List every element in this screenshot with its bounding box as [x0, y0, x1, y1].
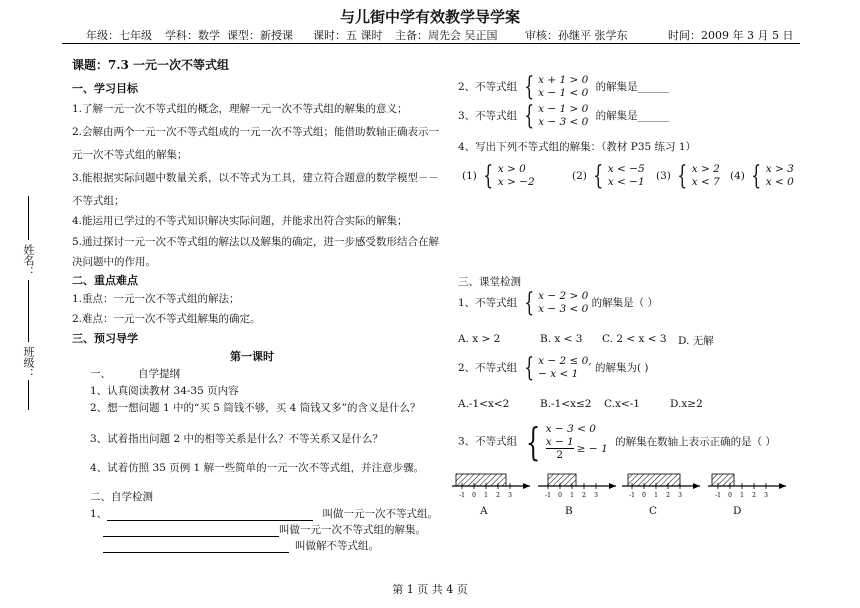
section-key: 二、重点难点 [72, 274, 138, 287]
exercise-2: (2) { x < −5 x < −1 [572, 161, 645, 191]
goal-line: 1.了解一元一次不等式组的概念，理解一元一次不等式组的解集的意义； [72, 103, 408, 115]
axis-tick-label: 2 [496, 492, 500, 499]
exercise-3: (3) { x > 2 x < 7 [656, 161, 720, 191]
axis-tick-label: -1 [715, 492, 721, 499]
question-1: 1、认真阅读教材 34-35 页内容 [90, 385, 239, 397]
axis-tick-label: 0 [558, 492, 562, 499]
section-preview: 三、预习导学 [72, 332, 138, 345]
test-q2-option-d: D.x≥2 [670, 398, 703, 410]
key-point: 1.重点：一元一次不等式组的解法； [72, 293, 240, 305]
question-3: 3、试着指出问题 2 中的相等关系是什么？不等关系又是什么？ [90, 433, 384, 445]
sub1-title: 自学提纲 [138, 368, 180, 380]
sub1-num: 一、 [90, 368, 111, 380]
axis-label-d: D [733, 505, 742, 517]
axis-arrow [779, 483, 786, 489]
test-q1-option-c: C. 2 < x < 3 [602, 333, 667, 345]
section-test: 三、课堂检测 [458, 276, 521, 288]
test-q1-option-a: A. x > 2 [458, 333, 501, 345]
reviewer: 审核：孙继平 张学东 [525, 29, 628, 42]
page-title: 与儿街中学有效教学导学案 [339, 8, 520, 26]
page-number: 第 1 页 共 4 页 [392, 583, 468, 596]
goal-line: 2.会解由两个一元一次不等式组成的一元一次不等式组；能借助数轴正确表示一 [72, 126, 440, 138]
author: 主备：周先会 吴正国 [395, 29, 498, 42]
section-goals: 一、学习目标 [72, 82, 138, 95]
right-q2: 2、不等式组 { x + 1 > 0 x − 1 < 0 的解集是______ [458, 72, 670, 102]
axis-tick-label: -1 [629, 492, 635, 499]
axis-tick-label: 0 [472, 492, 476, 499]
goal-line: 元一次不等式组的解集； [72, 149, 188, 161]
axis-tick-label: 3 [678, 492, 682, 499]
name-label: 姓名： [22, 244, 35, 277]
fill-1: 1、 叫做一元一次不等式组。 [90, 508, 439, 520]
goal-line: 3.能根据实际问题中数量关系，以不等式为工具，建立符合题意的数学模型－－ [72, 172, 440, 184]
question-2: 2、想一想问题 1 中的“买 5 筒钱不够，买 4 筒钱又多”的含义是什么？ [90, 402, 421, 414]
axis-tick-label: 0 [728, 492, 732, 499]
exercise-1: (1) { x > 0 x > −2 [462, 161, 535, 191]
axis-label-a: A [480, 505, 488, 517]
class-label: 班级： [22, 346, 35, 379]
axis-tick-label: 3 [508, 492, 512, 499]
course-type: 课型：新授课 [227, 29, 293, 42]
periods: 课时：五 课时 [313, 29, 383, 42]
number-lines [450, 464, 810, 520]
topic: 课题：7.3 一元一次不等式组 [72, 58, 230, 72]
question-4: 4、试着仿照 35 页例 1 解一些简单的一元一次不等式组，并注意步骤。 [90, 462, 425, 474]
axis-tick-label: 2 [582, 492, 586, 499]
test-q3: 3、不等式组 { x − 3 < 0 $\frac{x - 1}{2}$ ≥ − 1 的解集在数轴上表示正确的是（ ） [458, 419, 776, 464]
test-q2-option-c: C.x<-1 [604, 398, 640, 410]
subject: 学科：数学 [165, 29, 220, 42]
fill-2: 叫做一元一次不等式组的解集。 [103, 522, 426, 537]
test-q2-option-a: A.-1<x<2 [458, 398, 510, 410]
goal-line: 4.能运用已学过的不等式知识解决实际问题，并能求出符合实际的解集； [72, 215, 408, 227]
axis-label-b: B [565, 505, 573, 517]
axis-tick-label: 2 [666, 492, 670, 499]
axis-tick-label: 1 [740, 492, 744, 499]
sub2-title: 二、自学检测 [90, 491, 153, 503]
test-q2: 2、不等式组 { x − 2 ≤ 0, − x < 1 的解集为( ) [458, 353, 649, 383]
lesson-title: 第一课时 [230, 350, 274, 363]
name-line-2 [28, 280, 29, 342]
axis-arrow [693, 483, 700, 489]
axis-tick-label: 1 [484, 492, 488, 499]
axis-label-c: C [649, 505, 658, 517]
right-q3: 3、不等式组 { x − 1 > 0 x − 3 < 0 的解集是______ [458, 101, 670, 131]
hatched-region [628, 474, 680, 486]
axis-tick-label: 3 [764, 492, 768, 499]
axis-tick-label: 1 [570, 492, 574, 499]
goal-line: 5.通过探讨一元一次不等式组的解法以及解集的确定，进一步感受数形结合在解 [72, 236, 440, 248]
axis-arrow [523, 483, 530, 489]
axis-tick-label: -1 [545, 492, 551, 499]
hatched-region [456, 474, 506, 486]
grade: 年级：七年级 [86, 29, 152, 42]
axis-tick-label: 1 [654, 492, 658, 499]
goal-line: 不等式组； [72, 195, 125, 207]
header-rule [62, 43, 800, 44]
class-line [28, 380, 29, 410]
axis-tick-label: 0 [642, 492, 646, 499]
date: 时间：2009 年 3 月 5 日 [668, 29, 794, 42]
axis-tick-label: -1 [459, 492, 465, 499]
difficult-point: 2.难点：一元一次不等式组解集的确定。 [72, 313, 261, 325]
goal-line: 决问题中的作用。 [72, 256, 156, 268]
right-q4: 4、写出下列不等式组的解集：（教材 P35 练习 1） [458, 141, 697, 153]
name-line [28, 196, 29, 240]
axis-tick-label: 2 [752, 492, 756, 499]
axis-tick-label: 3 [594, 492, 598, 499]
axis-arrow [609, 483, 616, 489]
test-q1-option-b: B. x < 3 [540, 333, 583, 345]
test-q1-option-d: D. 无解 [678, 335, 714, 347]
test-q2-option-b: B.-1<x≤2 [540, 398, 592, 410]
fill-3: 叫做解不等式组。 [103, 538, 379, 553]
hatched-region [712, 474, 734, 486]
test-q1: 1、不等式组 { x − 2 > 0 x − 3 < 0 的解集是（ ） [458, 288, 658, 318]
exercise-4: (4) { x > 3 x < 0 [730, 161, 794, 191]
